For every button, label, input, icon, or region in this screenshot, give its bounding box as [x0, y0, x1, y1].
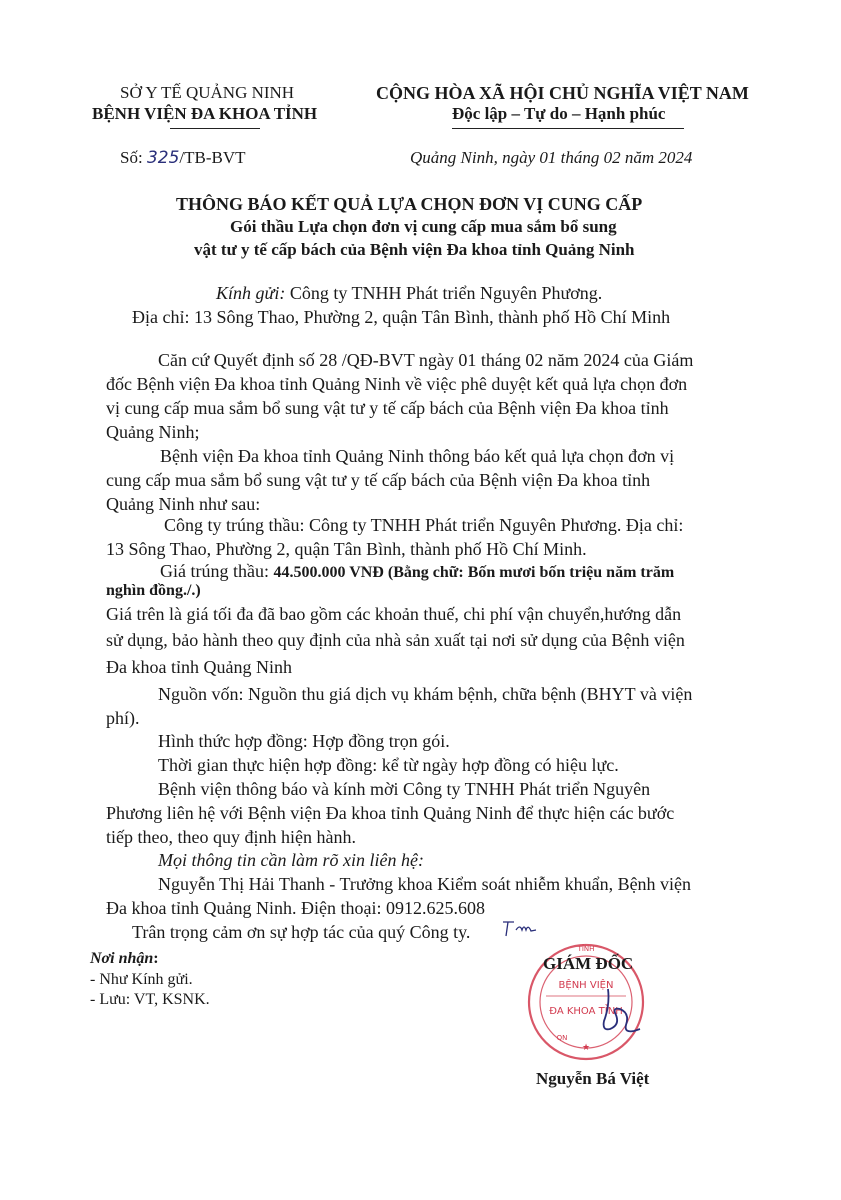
funding-line-1: Nguồn vốn: Nguồn thu giá dịch vụ khám bệnh, chữa bệnh (BHYT và viện	[158, 684, 693, 704]
notice-subtitle-line1: Gói thầu Lựa chọn đơn vị cung cấp mua sắm bổ sung	[230, 217, 617, 236]
stamp-text-line1: BỆNH VIỆN	[558, 980, 614, 991]
hospital-name: BỆNH VIỆN ĐA KHOA TỈNH	[92, 104, 318, 123]
basis-line-1: Căn cứ Quyết định số 28 /QĐ-BVT ngày 01 tháng 02 năm 2024 của Giám	[158, 350, 694, 370]
national-motto: Độc lập – Tự do – Hạnh phúc	[452, 104, 666, 123]
recipient-label: Kính gửi:	[216, 283, 286, 303]
announce-line-2: cung cấp mua sắm bổ sung vật tư y tế cấp bách của Bệnh viện Đa khoa tỉnh	[106, 470, 651, 490]
contact-line-2: Đa khoa tỉnh Quảng Ninh. Điện thoại: 0912.625.608	[106, 898, 485, 918]
announce-line-1: Bệnh viện Đa khoa tỉnh Quảng Ninh thông báo kết quả lựa chọn đơn vị	[160, 446, 675, 466]
stamp-bottom-text: QN	[556, 1034, 568, 1042]
department-name: SỞ Y TẾ QUẢNG NINH	[120, 83, 295, 102]
signer-title: GIÁM ĐỐC	[543, 954, 634, 973]
stamp-star-icon: ★	[581, 1043, 591, 1053]
winner-line-2: 13 Sông Thao, Phường 2, quận Tân Bình, thành phố Hồ Chí Minh.	[106, 539, 587, 559]
contract-duration: Thời gian thực hiện hợp đồng: kể từ ngày hợp đồng có hiệu lực.	[158, 755, 619, 775]
price-value-line-2: nghìn đồng./.)	[106, 582, 201, 599]
recipient-item: - Như Kính gửi.	[90, 971, 193, 988]
initials-mark	[500, 918, 540, 940]
recipient-name: Công ty TNHH Phát triển Nguyên Phương.	[285, 283, 603, 303]
price-note-line-1: Giá trên là giá tối đa đã bao gồm các khoản thuế, chi phí vận chuyển,hướng dẫn	[106, 604, 682, 624]
basis-line-3: vị cung cấp mua sắm bổ sung vật tư y tế cấp bách của Bệnh viện Đa khoa tỉnh	[106, 398, 669, 418]
contact-intro: Mọi thông tin cần làm rõ xin liên hệ:	[158, 850, 424, 870]
notice-subtitle-line2: vật tư y tế cấp bách của Bệnh viện Đa khoa tỉnh Quảng Ninh	[194, 240, 635, 259]
invite-line-2: Phương liên hệ với Bệnh viện Đa khoa tỉnh Quảng Ninh để thực hiện các bước	[106, 803, 675, 823]
basis-line-2: đốc Bệnh viện Đa khoa tỉnh Quảng Ninh về việc phê duyệt kết quả lựa chọn đơn	[106, 374, 688, 394]
recipient-line	[216, 283, 602, 304]
document-date: Quảng Ninh, ngày 01 tháng 02 năm 2024	[410, 148, 693, 167]
signer-name: Nguyễn Bá Việt	[536, 1069, 650, 1088]
announce-line-3: Quảng Ninh như sau:	[106, 494, 261, 514]
price-label: Giá trúng thầu:	[160, 561, 274, 581]
contact-line-1: Nguyễn Thị Hải Thanh - Trưởng khoa Kiểm soát nhiễm khuẩn, Bệnh viện	[158, 874, 692, 894]
recipient-address: Địa chỉ: 13 Sông Thao, Phường 2, quận Tân Bình, thành phố Hồ Chí Minh	[132, 307, 671, 327]
left-header-underline	[170, 128, 260, 129]
recipient-item: - Lưu: VT, KSNK.	[90, 991, 210, 1008]
right-header-underline	[452, 128, 684, 129]
price-value: 44.500.000 VNĐ (Bằng chữ: Bốn mươi bốn triệu năm trăm	[273, 564, 675, 581]
document-number: Số: 325/TB-BVT	[120, 148, 246, 168]
stamp-text-line2: ĐA KHOA TỈNH	[549, 1006, 623, 1017]
funding-line-2: phí).	[106, 708, 140, 728]
thanks-line: Trân trọng cảm ơn sự hợp tác của quý Công ty.	[132, 922, 471, 942]
stamp-top-text: TỈNH	[577, 945, 595, 953]
handwritten-number: 325	[146, 148, 180, 168]
notice-title: THÔNG BÁO KẾT QUẢ LỰA CHỌN ĐƠN VỊ CUNG CẤP	[176, 194, 643, 214]
national-title: CỘNG HÒA XÃ HỘI CHỦ NGHĨA VIỆT NAM	[376, 83, 749, 103]
price-note-line-2: sử dụng, bảo hành theo quy định của nhà sản xuất tại nơi sử dụng của Bệnh viện	[106, 630, 685, 650]
price-line	[160, 561, 674, 582]
basis-line-4: Quảng Ninh;	[106, 422, 200, 442]
signature	[590, 985, 650, 1045]
invite-line-3: tiếp theo, theo quy định hiện hành.	[106, 827, 356, 847]
price-note-line-3: Đa khoa tỉnh Quảng Ninh	[106, 657, 292, 677]
recipients-heading: Nơi nhận:	[90, 950, 159, 967]
invite-line-1: Bệnh viện thông báo và kính mời Công ty TNHH Phát triển Nguyên	[158, 779, 651, 799]
winner-line-1: Công ty trúng thầu: Công ty TNHH Phát triển Nguyên Phương. Địa chỉ:	[164, 515, 684, 535]
contract-form: Hình thức hợp đồng: Hợp đồng trọn gói.	[158, 731, 450, 751]
